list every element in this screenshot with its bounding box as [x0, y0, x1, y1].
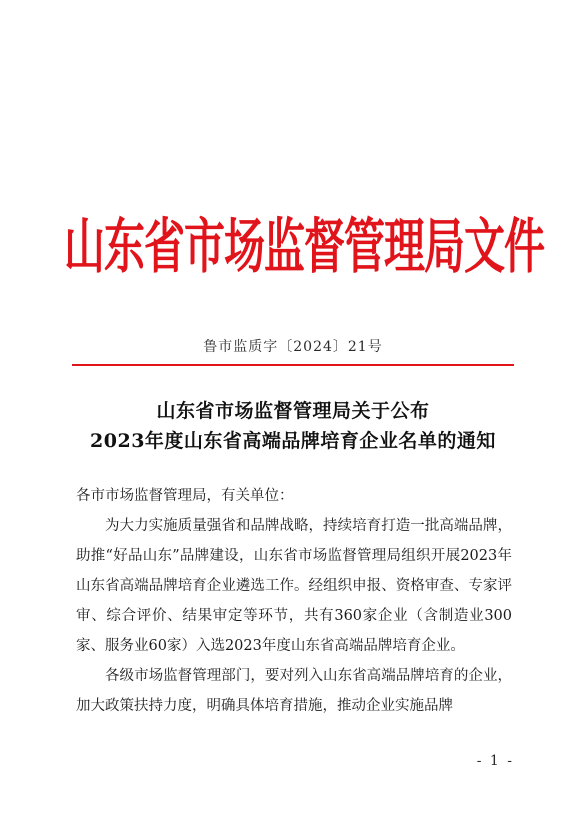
salutation: 各市市场监督管理局，有关单位： — [76, 488, 294, 504]
document-header-title: 山东省市场监督管理局文件 — [64, 211, 544, 282]
page-number: - 1 - — [476, 753, 514, 769]
header-divider-line — [72, 364, 514, 366]
body-paragraph-1: 为大力实施质量强省和品牌战略，持续培育打造一批高端品牌，助推“好品山东”品牌建设，山东省市场监督管理局组织开展2023年山东省高端品牌培育企业遴选工作。经组织申报、资格审查、专家评审、综合评价、结果审定等环节，共有360家企业（含制造业300家、服务业60家）入选2023年度山东省高端品牌培育企业。 — [76, 518, 512, 654]
body-paragraph-2: 各级市场监督管理部门，要对列入山东省高端品牌培育的企业，加大政策扶持力度，明确具体培育措施，推动企业实施品牌 — [76, 668, 512, 714]
document-number: 鲁市监质字〔2024〕21号 — [203, 339, 383, 355]
notice-title-line-1: 山东省市场监督管理局关于公布 — [156, 400, 430, 422]
notice-body — [76, 481, 512, 721]
notice-title-line-2: 2023年度山东省高端品牌培育企业名单的通知 — [90, 430, 496, 452]
